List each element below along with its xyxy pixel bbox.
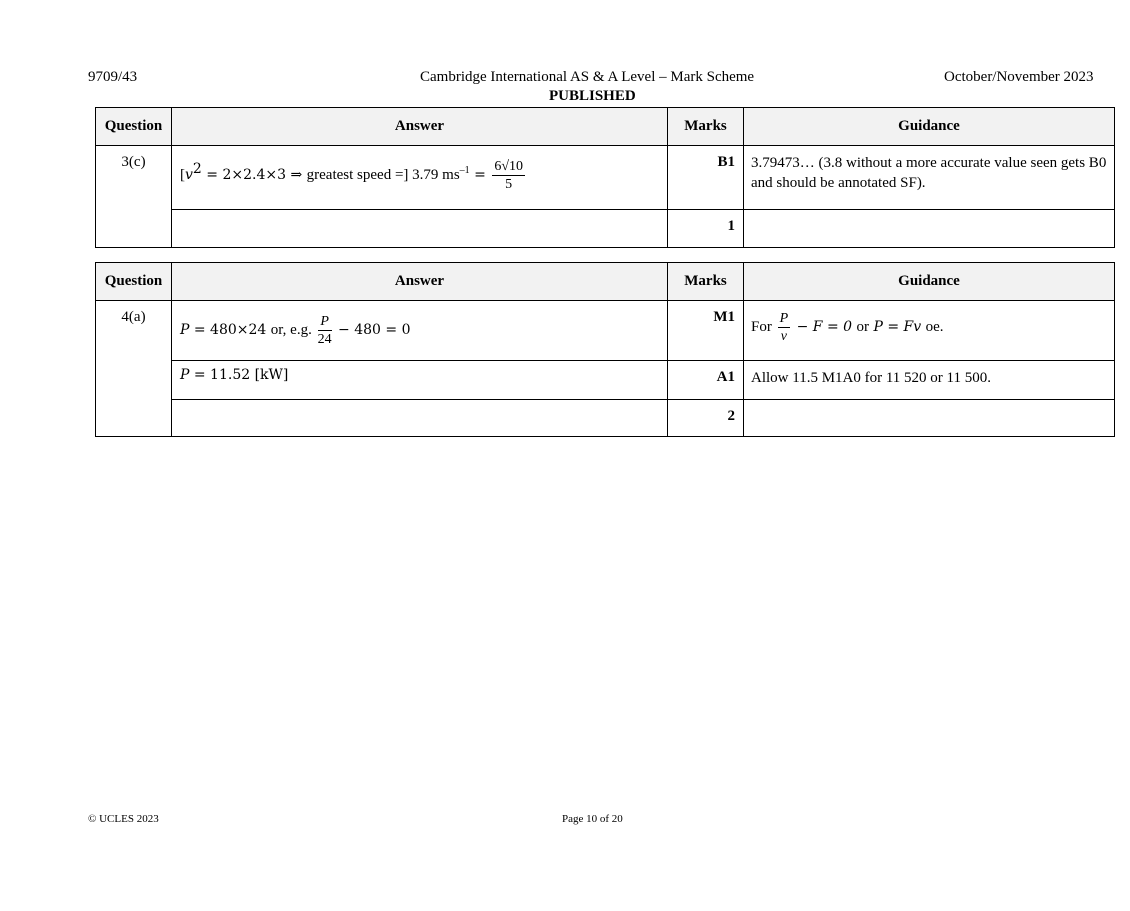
guidance-equation: − F = 0 xyxy=(792,318,857,335)
answer-fraction: $\frac{P}{24}$ xyxy=(317,314,332,347)
paper-code: 9709/43 xyxy=(88,69,138,85)
guidance-cell-row1 xyxy=(744,301,1115,361)
answer-bracket: [ xyxy=(180,166,185,183)
mark-total: 2 xyxy=(668,400,744,437)
question-label: 4(a) xyxy=(96,301,172,437)
header-question: Question xyxy=(96,263,172,301)
header-answer: Answer xyxy=(172,108,668,146)
guidance-oe-text: oe. xyxy=(925,318,944,335)
guidance-text: 3.79473… (3.8 without a more accurate value seen gets B0 and should be annotated SF). xyxy=(744,146,1115,210)
answer-cell-row2 xyxy=(172,361,668,400)
mark-total: 1 xyxy=(668,210,744,248)
mark-scheme-table-q4a xyxy=(95,262,1115,437)
header-guidance: Guidance xyxy=(744,263,1115,301)
answer-variable-p: P xyxy=(180,321,190,338)
answer-equals: = xyxy=(469,166,491,183)
answer-cell-empty xyxy=(172,210,668,248)
mark-scheme-table-q3c xyxy=(95,107,1115,248)
guidance-cell-empty xyxy=(744,400,1115,437)
answer-variable-v: v xyxy=(185,166,193,183)
guidance-fraction: $\frac{P}{v}$ xyxy=(779,311,789,344)
answer-cell-row1 xyxy=(172,301,668,361)
guidance-for-text: For xyxy=(751,318,772,335)
exam-session: October/November 2023 xyxy=(944,69,1094,85)
guidance-or-text: or xyxy=(856,318,869,335)
page-number: Page 10 of 20 xyxy=(562,813,623,825)
answer-variable-p: P xyxy=(180,367,190,383)
answer-equation-tail: − 480 = 0 xyxy=(333,321,411,338)
answer-equation: = 480×24 xyxy=(189,321,271,338)
mark-code: M1 xyxy=(668,301,744,361)
header-marks: Marks xyxy=(668,108,744,146)
mark-code: A1 xyxy=(668,361,744,400)
answer-cell xyxy=(172,146,668,210)
answer-result: = 11.52 [kW] xyxy=(189,367,289,383)
answer-unit-exponent: –1 xyxy=(459,164,470,176)
answer-cell-empty xyxy=(172,400,668,437)
guidance-text: Allow 11.5 M1A0 for 11 520 or 11 500. xyxy=(744,361,1115,400)
guidance-cell-empty xyxy=(744,210,1115,248)
mark-code: B1 xyxy=(668,146,744,210)
copyright: © UCLES 2023 xyxy=(88,813,159,825)
header-guidance: Guidance xyxy=(744,108,1115,146)
header-marks: Marks xyxy=(668,263,744,301)
guidance-equation-2: P = Fv xyxy=(869,318,926,335)
document-title: Cambridge International AS & A Level – Mark Scheme xyxy=(420,69,755,85)
header-answer: Answer xyxy=(172,263,668,301)
answer-or-text: or, e.g. xyxy=(270,321,312,338)
answer-equation: = 2×2.4×3 ⇒ xyxy=(201,166,307,183)
question-label: 3(c) xyxy=(96,146,172,248)
published-label: PUBLISHED xyxy=(549,88,636,104)
answer-text: greatest speed =] 3.79 ms xyxy=(306,166,460,183)
answer-exponent: 2 xyxy=(192,160,202,177)
header-question: Question xyxy=(96,108,172,146)
answer-fraction: $\frac{6√10}{5}$ xyxy=(494,159,523,192)
